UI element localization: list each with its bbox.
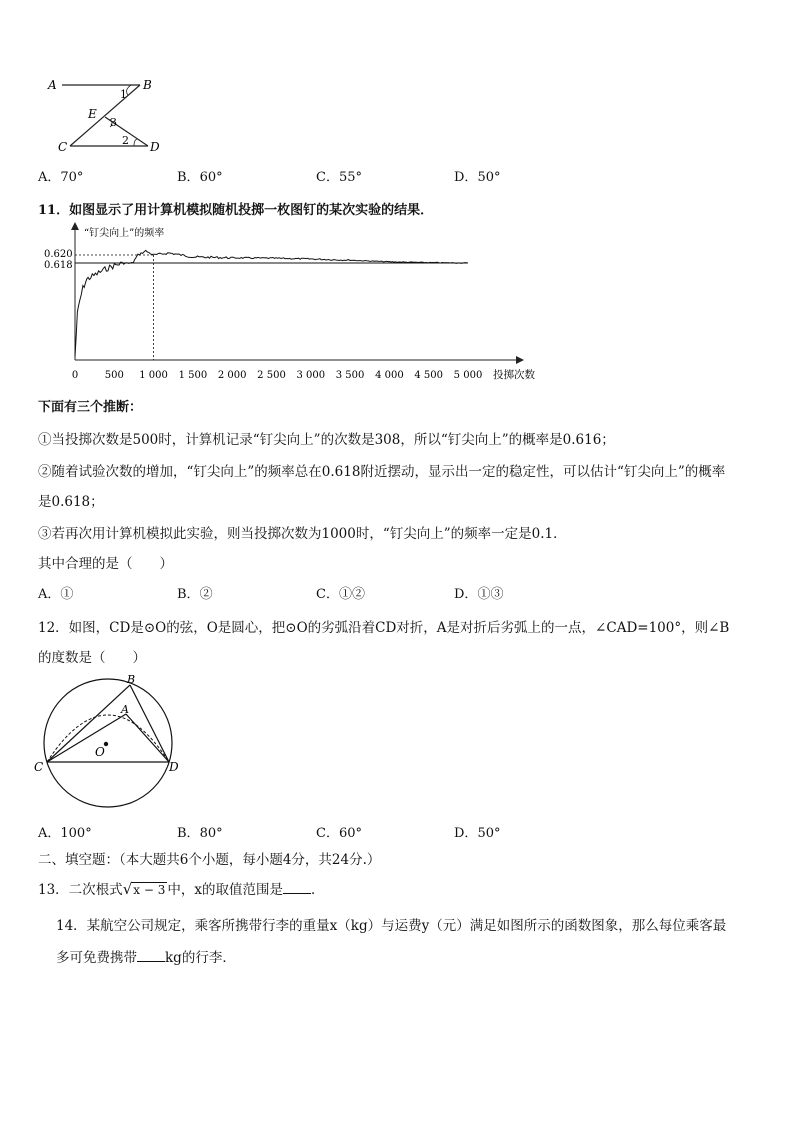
q10-option-a[interactable]: A．70° — [38, 170, 84, 185]
q14-stem-line1: 14．某航空公司规定，乘客所携带行李的重量x（kg）与运费y（元）满足如图所示的函数图象，那么每位乘客最 — [56, 918, 727, 934]
q11-inference-2-cont: 是0.618； — [38, 494, 104, 510]
q13-stem — [38, 878, 324, 898]
label-D: D — [169, 760, 179, 774]
q11-frequency-chart — [38, 222, 550, 384]
label-D: D — [150, 140, 160, 154]
section-2-heading: 二、填空题：（本大题共6个小题，每小题4分，共24分.） — [38, 852, 381, 868]
q12-stem-line1: 12．如图，CD是⊙O的弦，O是圆心，把⊙O的劣弧沿着CD对折，A是对折后劣弧上的一点，∠CAD=100°，则∠B — [38, 620, 730, 636]
x-tick-label: 5 000 — [453, 370, 483, 381]
q14-answer-blank[interactable] — [137, 949, 165, 962]
q11-stem: 11．如图显示了用计算机模拟随机投掷一枚图钉的某次实验的结果． — [38, 203, 434, 218]
q14-stem-line2 — [56, 946, 236, 966]
label-E: E — [88, 107, 97, 121]
q14-suffix: kg的行李． — [165, 950, 236, 966]
q10-option-d[interactable]: D．50° — [454, 170, 501, 185]
q13-prefix: 13．二次根式 — [38, 882, 123, 898]
q13-end: ． — [310, 882, 325, 898]
q11-question: 其中合理的是（ ） — [38, 556, 173, 572]
label-C: C — [34, 760, 44, 774]
y-tick-label: 0.620 — [44, 249, 73, 260]
x-tick-label: 3 500 — [335, 370, 365, 381]
q12-circle-figure — [34, 672, 184, 812]
x-tick-label: 4 000 — [375, 370, 404, 381]
q13-answer-blank[interactable] — [283, 881, 311, 894]
x-tick-label: 1 500 — [178, 370, 208, 381]
y-tick-label: 0.618 — [44, 260, 73, 271]
q12-option-d[interactable]: D．50° — [454, 826, 501, 841]
angle-1-label: 1 — [120, 88, 127, 101]
angle-3-label: 3 — [110, 116, 117, 129]
q12-stem-line2: 的度数是（ ） — [38, 650, 146, 666]
q10-option-b[interactable]: B．60° — [177, 170, 223, 185]
label-B: B — [143, 78, 152, 92]
label-C: C — [58, 140, 68, 154]
q13-suffix: 中，x的取值范围是 — [167, 882, 283, 898]
x-tick-label: 500 — [104, 370, 124, 381]
q11-intro: 下面有三个推断： — [38, 400, 143, 415]
q11-option-c[interactable]: C．①② — [316, 587, 365, 602]
label-A: A — [121, 703, 129, 716]
q10-geometry-figure — [40, 72, 170, 162]
chart-x-axis-label: 投掷次数 — [493, 369, 535, 381]
q12-option-c[interactable]: C．60° — [316, 826, 362, 841]
q11-option-a[interactable]: A．① — [38, 587, 74, 602]
q11-inference-1: ①当投掷次数是500时，计算机记录“钉尖向上”的次数是308，所以“钉尖向上”的概率是0.616； — [38, 432, 615, 448]
x-tick-label: 2 500 — [257, 370, 286, 381]
label-O: O — [95, 745, 105, 759]
label-B: B — [127, 673, 136, 686]
q13-radicand: x − 3 — [133, 883, 166, 897]
q11-option-b[interactable]: B．② — [177, 587, 213, 602]
q11-inference-3: ③若再次用计算机模拟此实验，则当投掷次数为1000时，“钉尖向上”的频率一定是0.1． — [38, 526, 567, 542]
q11-inference-2: ②随着试验次数的增加，“钉尖向上”的频率总在0.618附近摆动，显示出一定的稳定性，可以估计“钉尖向上”的概率 — [38, 464, 726, 480]
angle-2-label: 2 — [122, 134, 129, 147]
q10-option-c[interactable]: C．55° — [316, 170, 362, 185]
sqrt-sign: √ — [122, 880, 133, 898]
q12-option-a[interactable]: A．100° — [38, 826, 92, 841]
x-tick-label: 4 500 — [414, 370, 444, 381]
q14-prefix: 多可免费携带 — [56, 950, 137, 966]
chart-y-axis-label: “钉尖向上”的频率 — [84, 228, 165, 239]
x-tick-label: 1 000 — [139, 370, 168, 381]
x-tick-label: 3 000 — [296, 370, 326, 381]
x-tick-label: 0 — [71, 370, 79, 381]
q12-option-b[interactable]: B．80° — [177, 826, 223, 841]
x-tick-label: 2 000 — [217, 370, 247, 381]
q11-option-d[interactable]: D．①③ — [454, 587, 504, 602]
label-A: A — [48, 78, 57, 92]
